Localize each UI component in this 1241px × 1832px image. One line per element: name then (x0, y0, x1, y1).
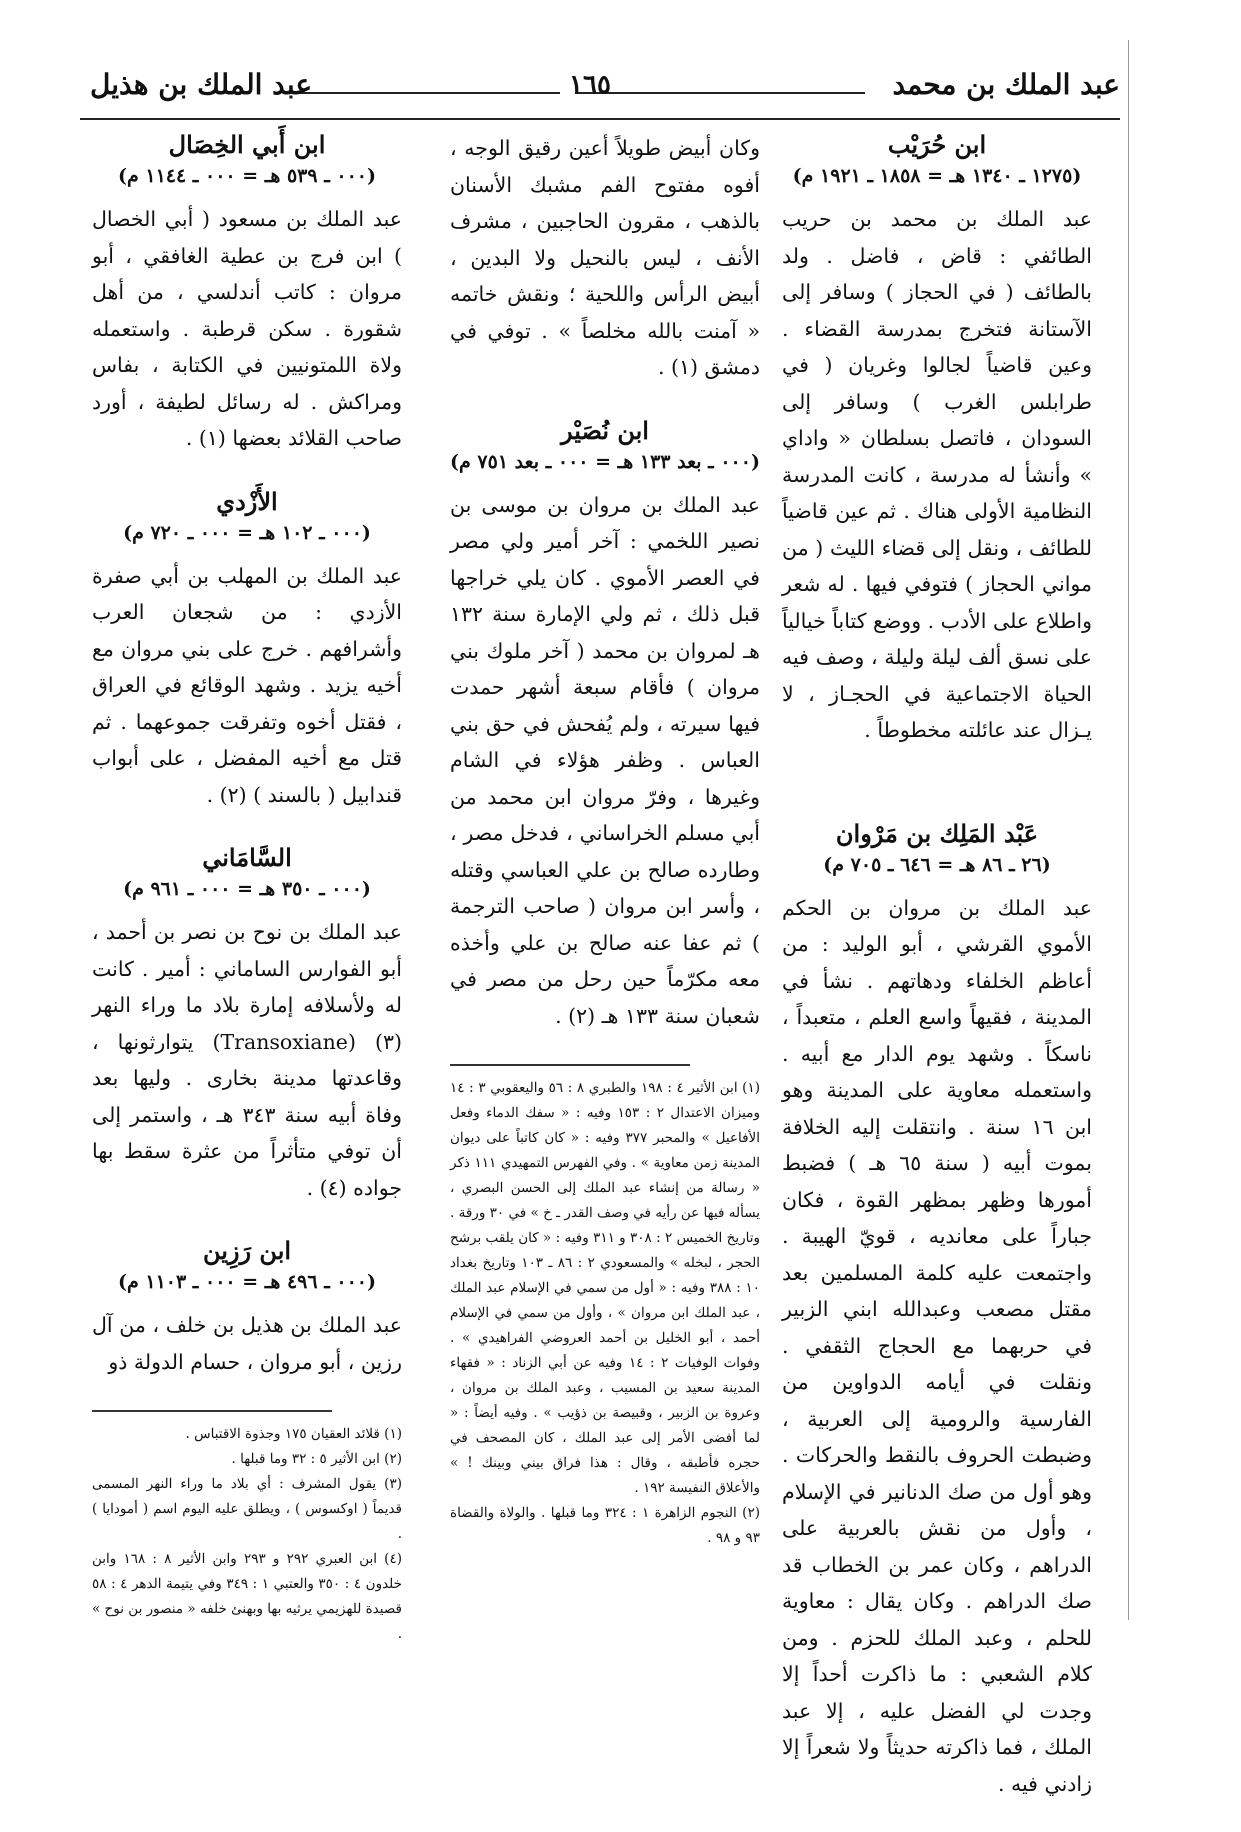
entry-body: عبد الملك بن هذيل بن خلف ، من آل رزين ، أبو مروان ، حسام الدولة ذو (92, 1313, 402, 1374)
entry-body: عبد الملك بن المهلب بن أبي صفرة الأزدي : من شجعان العرب وأشرافهم . خرج على بني مروان مع أخيه يزيد . وشهد الوقائع في العراق ، فقتل أخوه وتفرقت جموعهما . ثم قتل مع أخيه المفضل ، على أبواب قندابيل ( بالسند ) (٢) . (92, 563, 402, 807)
footnote: (٢) النجوم الزاهرة ١ : ٣٢٤ وما قبلها . والولاة والقضاة ٩٣ و ٩٨ . (450, 1505, 760, 1546)
header-underline (80, 118, 1120, 120)
footnote: (٣) يقول المشرف : أي بلاد ما وراء النهر المسمى قديماً ( اوكسوس ) ، ويطلق عليه اليوم اسم ( أمودايا ) . (92, 1476, 402, 1542)
entry-dates: (٠٠٠ ـ ٣٥٠ هـ = ٠٠٠ ـ ٩٦١ م) (123, 878, 371, 900)
entry-title: ابن حُرَيْب (887, 130, 987, 159)
page-number: ١٦٥ (569, 70, 611, 100)
running-head-right: عبد الملك بن محمد (892, 68, 1120, 101)
entry-title: ابن رَزِين (202, 1236, 292, 1265)
entry-body: عبد الملك بن مسعود ( أبي الخصال ) ابن فرج بن عطية الغافقي ، أبو مروان : كاتب أندلسي ، من أهل شقورة . سكن قرطبة . واستعمله ولاة اللمتونيين في الكتابة ، بفاس ومراكش . له رسائل لطيفة ، أورد صاحب القلائد بعضها (١) . (92, 207, 402, 450)
entry-body: عبد الملك بن نوح بن نصر بن أحمد ، أبو الفوارس الساماني : أمير . كانت له ولأسلافه إمارة بلاد ما وراء النهر (٣) (Transoxiane) يتوارثونها ، وقاعدتها مدينة بخارى . وليها بعد وفاة أبيه سنة ٣٤٣ هـ ، واستمر إلى أن توفي متأثراً من عثرة سقط بها جواده (٤) . (92, 920, 403, 1200)
footnote-separator (92, 1410, 332, 1412)
column-right (782, 130, 1092, 1832)
entry-dates: (١٢٧٥ ـ ١٣٤٠ هـ = ١٨٥٨ ـ ١٩٢١ م) (792, 165, 1082, 187)
entry-title: عَبْد المَلِك بن مَرْوان (835, 818, 1039, 848)
entry-body-continued: وكان أبيض طويلاً أعين رقيق الوجه ، أفوه مفتوح الفم مشبك الأسنان بالذهب ، مقرون الحاجبين ، مشرف الأنف ، ليس بالنحيل ولا البدين ، أبيض الرأس واللحية ؛ ونقش خاتمه « آمنت بالله مخلصاً » . توفي في دمشق (١) . (450, 136, 760, 379)
footnote: (١) ابن الأثير ٤ : ١٩٨ والطبري ٨ : ٥٦ واليعقوبي ٣ : ١٤ وميزان الاعتدال ٢ : ١٥٣ وفيه : « سفك الدماء وفعل الأفاعيل » والمحبر ٣٧٧ وفيه : « كان كاتباً على ديوان المدينة زمن معاوية » . وفي الفهرس التمهيدي ١١١ ذكر « رسالة من إنشاء عبد الملك إلى الحسن البصري ، يسأله فيها عن رأيه في وصف القدر ـ خ » في ٣٠ ورقة . وتاريخ الخميس ٢ : ٣٠٨ و ٣١١ وفيه : « كان يلقب برشح الحجر ، لبخله » والمسعودي ٢ : ٨٦ ـ ١٠٣ وتاريخ بغداد ١٠ : ٣٨٨ وفيه : « أول من سمي في الإسلام عبد الملك ، عبد الملك ابن مروان » ، وأول من سمي في الإسلام أحمد ، أبو الخليل بن أحمد العروضي الفراهيدي » . وفوات الوفيات ٢ : ١٤ وفيه عن أبي الزناد : « فقهاء المدينة سعيد بن المسيب ، وعبد الملك بن مروان ، وعروة بن الزبير ، وقبيصة بن ذؤيب » . وفيه أيضاً : « لما أفضى الأمر إلى عبد الملك ، كان المصحف في حجره فأطبقه ، وقال : هذا فراق بيني وبينك ! » والأعلاق النفيسة ١٩٢ . (450, 1080, 761, 1496)
entry-dates: (٠٠٠ ـ ١٠٢ هـ = ٠٠٠ ـ ٧٢٠ م) (123, 521, 371, 544)
footnote: (٢) ابن الأثير ٥ : ٣٢ وما قبلها . (231, 1451, 402, 1467)
header-rule-left (290, 92, 560, 94)
running-head-left: عبد الملك بن هذيل (90, 68, 313, 101)
column-left (92, 130, 402, 1647)
entry-title: ابن أَبي الخِصَال (168, 130, 326, 159)
entry-body: عبد الملك بن مروان بن الحكم الأموي القرشي ، أبو الوليد : من أعاظم الخلفاء ودهاتهم . نشأ في المدينة ، فقيهاً واسع العلم ، متعبداً ، ناسكاً . وشهد يوم الدار مع أبيه . واستعمله معاوية على المدينة وهو ابن ١٦ سنة . وانتقلت إليه الخلافة بموت أبيه ( سنة ٦٥ هـ ) فضبط أمورها وظهر بمظهر القوة ، فكان جباراً على معانديه ، قويّ الهيبة . واجتمعت عليه كلمة المسلمين بعد مقتل مصعب وعبدالله ابني الزبير في حربهما مع الحجاج الثقفي . ونقلت في أيامه الدواوين من الفارسية والرومية إلى العربية ، وضبطت الحروف بالنقط والحركات . وهو أول من صك الدنانير في الإسلام ، وأول من نقش بالعربية على الدراهم ، وكان عمر بن الخطاب قد صك الدراهم . وكان يقال : معاوية للحلم ، وعبد الملك للحزم . ومن كلام الشعبي : ما ذاكرت أحداً إلا وجدت لي الفضل عليه ، إلا عبد الملك ، فما ذاكرته حديثاً ولا شعراً إلا زادني فيه . (782, 895, 1092, 1796)
entry-body: عبد الملك بن مروان بن موسى بن نصير اللخمي : آخر أمير ولي مصر في العصر الأموي . كان يلي خراجها قبل ذلك ، ثم ولي الإمارة سنة ١٣٢ هـ لمروان بن محمد ( آخر ملوك بني مروان ) فأقام سبعة أشهر حمدت فيها سيرته ، ولم يُفحش في حق بني العباس . وظفر هؤلاء في الشام وغيرها ، وفرّ مروان ابن محمد من أبي مسلم الخراساني ، فدخل مصر ، وطارده صالح بن علي العباسي وقتله ، وأسر ابن مروان ( صاحب الترجمة ) ثم عفا عنه صالح بن علي وأخذه معه مكرّماً حين رحل من مصر في شعبان سنة ١٣٣ هـ (٢) . (450, 492, 760, 1028)
entry-title: الأَزْدي (216, 486, 278, 516)
footnote-separator (450, 1064, 690, 1066)
entry-dates: (٠٠٠ ـ ٤٩٦ هـ = ٠٠٠ ـ ١١٠٣ م) (117, 1271, 377, 1293)
binding-margin-line (1128, 40, 1129, 1620)
entry-title: ابن نُصَيْر (561, 415, 649, 445)
entry-dates: (٠٠٠ ـ ٥٣٩ هـ = ٠٠٠ ـ ١١٤٤ م) (117, 165, 377, 187)
entry-body: عبد الملك بن محمد بن حريب الطائفي : قاض ، فاضل . ولد بالطائف ( في الحجاز ) وسافر إلى الآستانة فتخرج بمدرسة القضاء . وعين قاضياً لجالوا وغريان ( في طرابلس الغرب ) وسافر إلى السودان ، فاتصل بسلطان « واداي » وأنشأ له مدرسة ، كانت المدرسة النظامية الأولى هناك . ثم عين قاضياً للطائف ، ونقل إلى قضاء الليث ( من مواني الحجاز ) فتوفي فيها . له شعر واطلاع على الأدب . ووضع كتاباً خيالياً على نسق ألف ليلة وليلة ، وصف فيه الحياة الاجتماعية في الحجـاز ، لا يـزال عند عائلته مخطوطاً . (782, 207, 1092, 742)
footnote: (٤) ابن العبري ٢٩٢ و ٢٩٣ وابن الأثير ٨ : ١٦٨ وابن خلدون ٤ : ٣٥٠ والعتبي ١ : ٣٤٩ وفي يتيمة الدهر ٤ : ٥٨ قصيدة للهزيمي يرثيه بها وبهنئ خلفه « منصور بن نوح » . (92, 1551, 402, 1642)
footnote: (١) قلائد العقيان ١٧٥ وجذوة الاقتباس . (185, 1426, 402, 1442)
page-header (60, 60, 1120, 120)
column-middle (450, 130, 760, 1551)
entry-dates: (٠٠٠ ـ بعد ١٣٣ هـ = ٠٠٠ ـ بعد ٧٥١ م) (450, 450, 760, 473)
entry-dates: (٢٦ ـ ٨٦ هـ = ٦٤٦ ـ ٧٠٥ م) (823, 853, 1051, 876)
entry-title: السَّامَاني (202, 843, 292, 872)
